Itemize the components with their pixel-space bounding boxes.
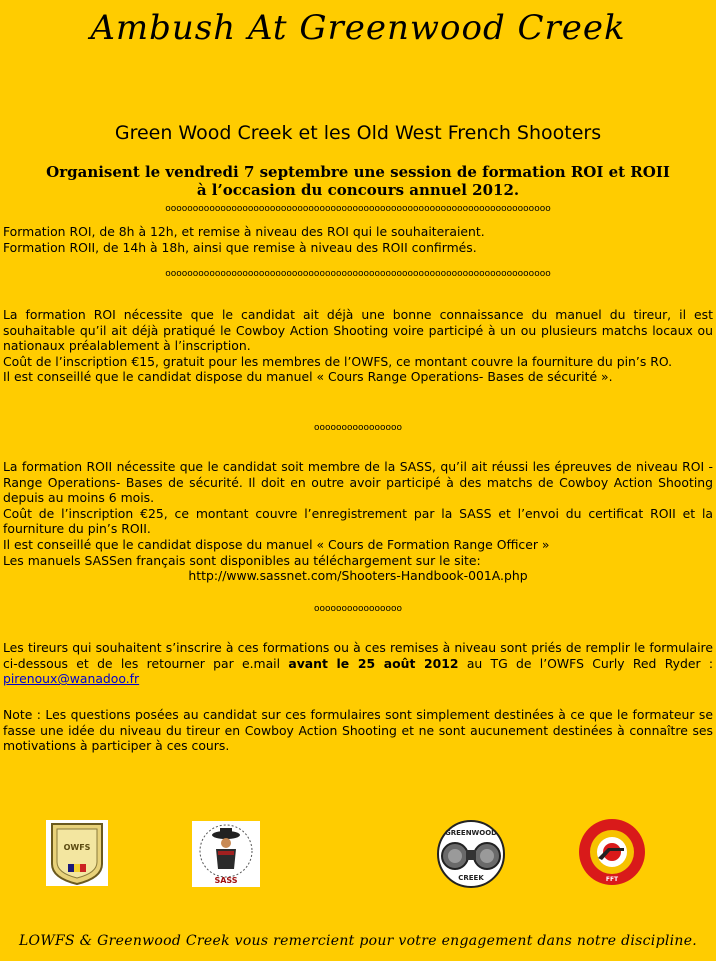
federation-logo-text: FFT xyxy=(605,876,619,883)
gwc-logo-top-text: GREENWOOD xyxy=(445,829,497,837)
separator-4: oooooooooooooooo xyxy=(313,604,403,614)
roii-manual: Il est conseillé que le candidat dispose du manuel « Cours de Formation Range Officer » xyxy=(3,536,550,552)
roi-requirements: La formation ROI nécessite que le candidat ait déjà une bonne connaissance du manuel du tireur, il est souhaitable qu’il ait déjà pratiqué le Cowboy Action Shooting voire participé à un ou plusieurs matchs locaux ou nationaux préalablement à l’inscription. xyxy=(3,307,713,354)
gwc-logo-bottom-text: CREEK xyxy=(458,874,484,882)
inscription-deadline: avant le 25 août 2012 xyxy=(288,655,459,671)
note-text: Note : Les questions posées au candidat sur ces formulaires sont simplement destinées à ce que le formateur se fasse une idée du niveau du tireur en Cowboy Action Shooting et ne sont aucunement destinées à connaître ses motivations à participer à ces cours. xyxy=(3,707,713,754)
inscription-text: Les tireurs qui souhaitent s’inscrire à ces formations ou à ces remises à niveau sont priés de remplir le formulaire ci-dessous et de les retourner par e.mail xyxy=(3,640,713,671)
shooting-federation-logo xyxy=(578,818,646,886)
roi-manual: Il est conseillé que le candidat dispose du manuel « Cours Range Operations- Bases de sécurité ». xyxy=(3,369,613,385)
note-paragraph xyxy=(3,707,713,754)
separator-3: oooooooooooooooo xyxy=(313,423,403,433)
roi-cost: Coût de l’inscription €15, gratuit pour les membres de l’OWFS, ce montant couvre la fourniture du pin’s RO. xyxy=(3,353,673,369)
logo-row xyxy=(0,818,716,888)
owfs-badge-text: OWFS xyxy=(63,843,91,852)
separator-1: oooooooooooooooooooooooooooooooooooooooooooooooooooooooooooooooooooooo xyxy=(165,204,551,214)
announcement-line-2: à l’occasion du concours annuel 2012. xyxy=(196,181,520,199)
inscription-paragraph xyxy=(3,640,713,687)
schedule-block xyxy=(3,224,713,255)
roii-requirements: La formation ROII nécessite que le candidat soit membre de la SASS, qu’il ait réussi les épreuves de niveau ROI - Range Operations- Bases de sécurité. Il doit en outre avoir participé à des matchs de Cowboy Action Shooting depuis au moins 6 mois. xyxy=(3,459,713,506)
sass-logo-text: SASS xyxy=(214,876,238,885)
email-link[interactable]: pirenoux@wanadoo.fr xyxy=(3,671,140,687)
separator-2: oooooooooooooooooooooooooooooooooooooooooooooooooooooooooooooooooooooo xyxy=(165,269,551,279)
roi-section xyxy=(3,307,713,385)
greenwood-creek-logo xyxy=(432,820,510,888)
page-title: Ambush At Greenwood Creek xyxy=(90,8,626,48)
inscription-text-after: au TG de l’OWFS Curly Red Ryder : xyxy=(458,655,714,671)
schedule-roi: Formation ROI, de 8h à 12h, et remise à niveau des ROI qui le souhaiteraient. xyxy=(3,224,485,239)
roii-section xyxy=(3,459,713,584)
page-subtitle: Green Wood Creek et les Old West French Shooters xyxy=(114,122,602,144)
owfs-badge-logo xyxy=(46,820,108,886)
schedule-roii: Formation ROII, de 14h à 18h, ainsi que remise à niveau des ROII confirmés. xyxy=(3,239,477,255)
roii-download-note: Les manuels SASSen français sont disponibles au téléchargement sur le site: xyxy=(3,552,481,568)
download-url[interactable]: http://www.sassnet.com/Shooters-Handbook-001A.php xyxy=(188,568,528,584)
roii-cost: Coût de l’inscription €25, ce montant couvre l’enregistrement par la SASS et l’envoi du certificat ROII et la fourniture du pin’s ROII. xyxy=(3,505,713,537)
announcement-line-1: Organisent le vendredi 7 septembre une session de formation ROI et ROII xyxy=(46,163,670,181)
sass-logo xyxy=(192,821,260,887)
announcement xyxy=(0,163,716,199)
footer-thanks: LOWFS & Greenwood Creek vous remercient pour votre engagement dans notre discipline. xyxy=(18,933,698,949)
